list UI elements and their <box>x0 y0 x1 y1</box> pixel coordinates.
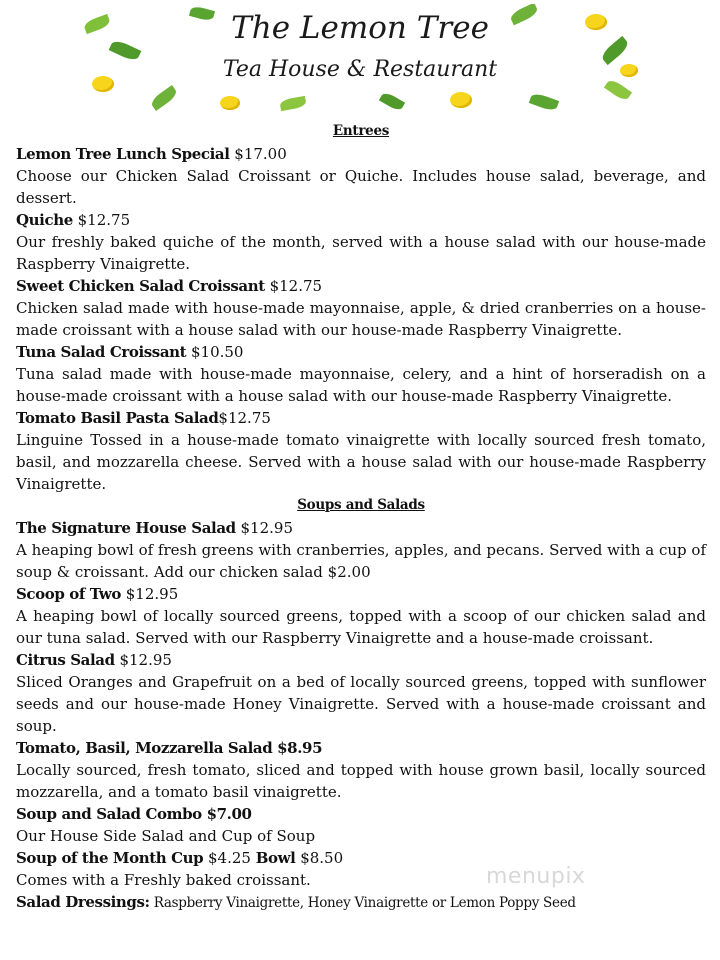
menu-item-title <box>16 407 706 429</box>
menu-item-title <box>16 341 706 363</box>
menu-item-title <box>16 737 706 759</box>
menu-item-description: Chicken salad made with house-made mayonnaise, apple, & dried cranberries on a house-made croissant with a house salad with our house-made Raspberry Vinaigrette. <box>16 299 706 339</box>
menu-item-description: Our House Side Salad and Cup of Soup <box>16 827 316 845</box>
item-price: $17.00 <box>229 145 287 163</box>
menu-item-title <box>16 649 706 671</box>
menu-item-description: Linguine Tossed in a house-made tomato vinaigrette with locally sourced fresh tomato, basil, and mozzarella cheese. Served with a house salad with our house-made Raspberry Vinaigrette. <box>16 431 706 493</box>
menu-item-title <box>16 275 706 297</box>
leaf-decoration <box>149 85 179 111</box>
menu-item-description: Locally sourced, fresh tomato, sliced and topped with house grown basil, locally sourced mozzarella, and a tomato basil vinaigrette. <box>16 761 706 801</box>
item-name: Citrus Salad <box>16 651 115 669</box>
item-price: $12.75 <box>218 409 271 427</box>
menu-item-title <box>16 517 706 539</box>
section-title-soups-salads: Soups and Salads <box>297 497 425 513</box>
restaurant-subtitle: Tea House & Restaurant <box>222 57 498 82</box>
item-price: $4.25 <box>203 849 256 867</box>
item-name: Sweet Chicken Salad Croissant <box>16 277 265 295</box>
item-price-secondary: $8.50 <box>295 849 344 867</box>
restaurant-title: The Lemon Tree <box>231 10 489 46</box>
dressings-label: Salad Dressings: <box>16 893 150 911</box>
menu-item-title <box>16 209 706 231</box>
menu-item-title <box>16 143 706 165</box>
header-banner <box>80 4 640 112</box>
item-name: Quiche <box>16 211 73 229</box>
item-name: Tomato Basil Pasta Salad <box>16 409 219 427</box>
item-price: $12.75 <box>264 277 323 295</box>
item-price: $12.95 <box>235 519 293 537</box>
menu-item-description: Our freshly baked quiche of the month, served with a house salad with our house-made Raspberry Vinaigrette. <box>16 233 706 273</box>
menu-item-description: Comes with a Freshly baked croissant. <box>16 871 311 889</box>
salad-dressings <box>16 891 706 914</box>
dressings-list: Raspberry Vinaigrette, Honey Vinaigrette or Lemon Poppy Seed <box>149 895 576 911</box>
watermark: menupix <box>486 864 586 889</box>
lemon-decoration <box>450 92 472 108</box>
section-title-entrees: Entrees <box>332 123 390 139</box>
item-name: Tuna Salad Croissant <box>16 343 187 361</box>
leaf-decoration <box>279 96 307 111</box>
item-name: Soup and Salad Combo <box>16 805 202 823</box>
item-name: Lemon Tree Lunch Special <box>16 145 230 163</box>
menu-item-description: A heaping bowl of locally sourced greens, topped with a scoop of our chicken salad and our tuna salad. Served with our Raspberry Vinaigrette and a house-made croissant. <box>16 607 706 647</box>
item-name: Scoop of Two <box>16 585 121 603</box>
lemon-decoration <box>220 96 240 110</box>
leaf-decoration <box>379 91 405 112</box>
item-price: $10.50 <box>186 343 244 361</box>
menu-item-description: Choose our Chicken Salad Croissant or Quiche. Includes house salad, beverage, and dessert. <box>16 167 706 207</box>
menu-body <box>16 121 706 914</box>
item-price: $8.95 <box>272 739 323 757</box>
item-price: $12.95 <box>121 585 179 603</box>
menu-item-description: Tuna salad made with house-made mayonnaise, celery, and a hint of horseradish on a house-made croissant with a house salad with our house-made Raspberry Vinaigrette. <box>16 365 706 405</box>
item-name-secondary: Bowl <box>255 849 296 867</box>
item-name: Tomato, Basil, Mozzarella Salad <box>16 739 273 757</box>
item-price: $12.95 <box>114 651 172 669</box>
menu-item-title <box>16 803 706 825</box>
item-price: $12.75 <box>72 211 131 229</box>
menu-item-description: A heaping bowl of fresh greens with cranberries, apples, and pecans. Served with a cup of soup & croissant. Add our chicken salad $2.00 <box>16 541 706 581</box>
menu-item-title <box>16 583 706 605</box>
menu-item-title <box>16 847 706 869</box>
item-price: $7.00 <box>201 805 252 823</box>
item-name: Soup of the Month Cup <box>16 849 204 867</box>
leaf-decoration <box>529 92 559 112</box>
item-name: The Signature House Salad <box>16 519 236 537</box>
menu-item-description: Sliced Oranges and Grapefruit on a bed of locally sourced greens, topped with sunflower seeds and our house-made Honey Vinaigrette. Served with a house-made croissant and soup. <box>16 673 706 735</box>
